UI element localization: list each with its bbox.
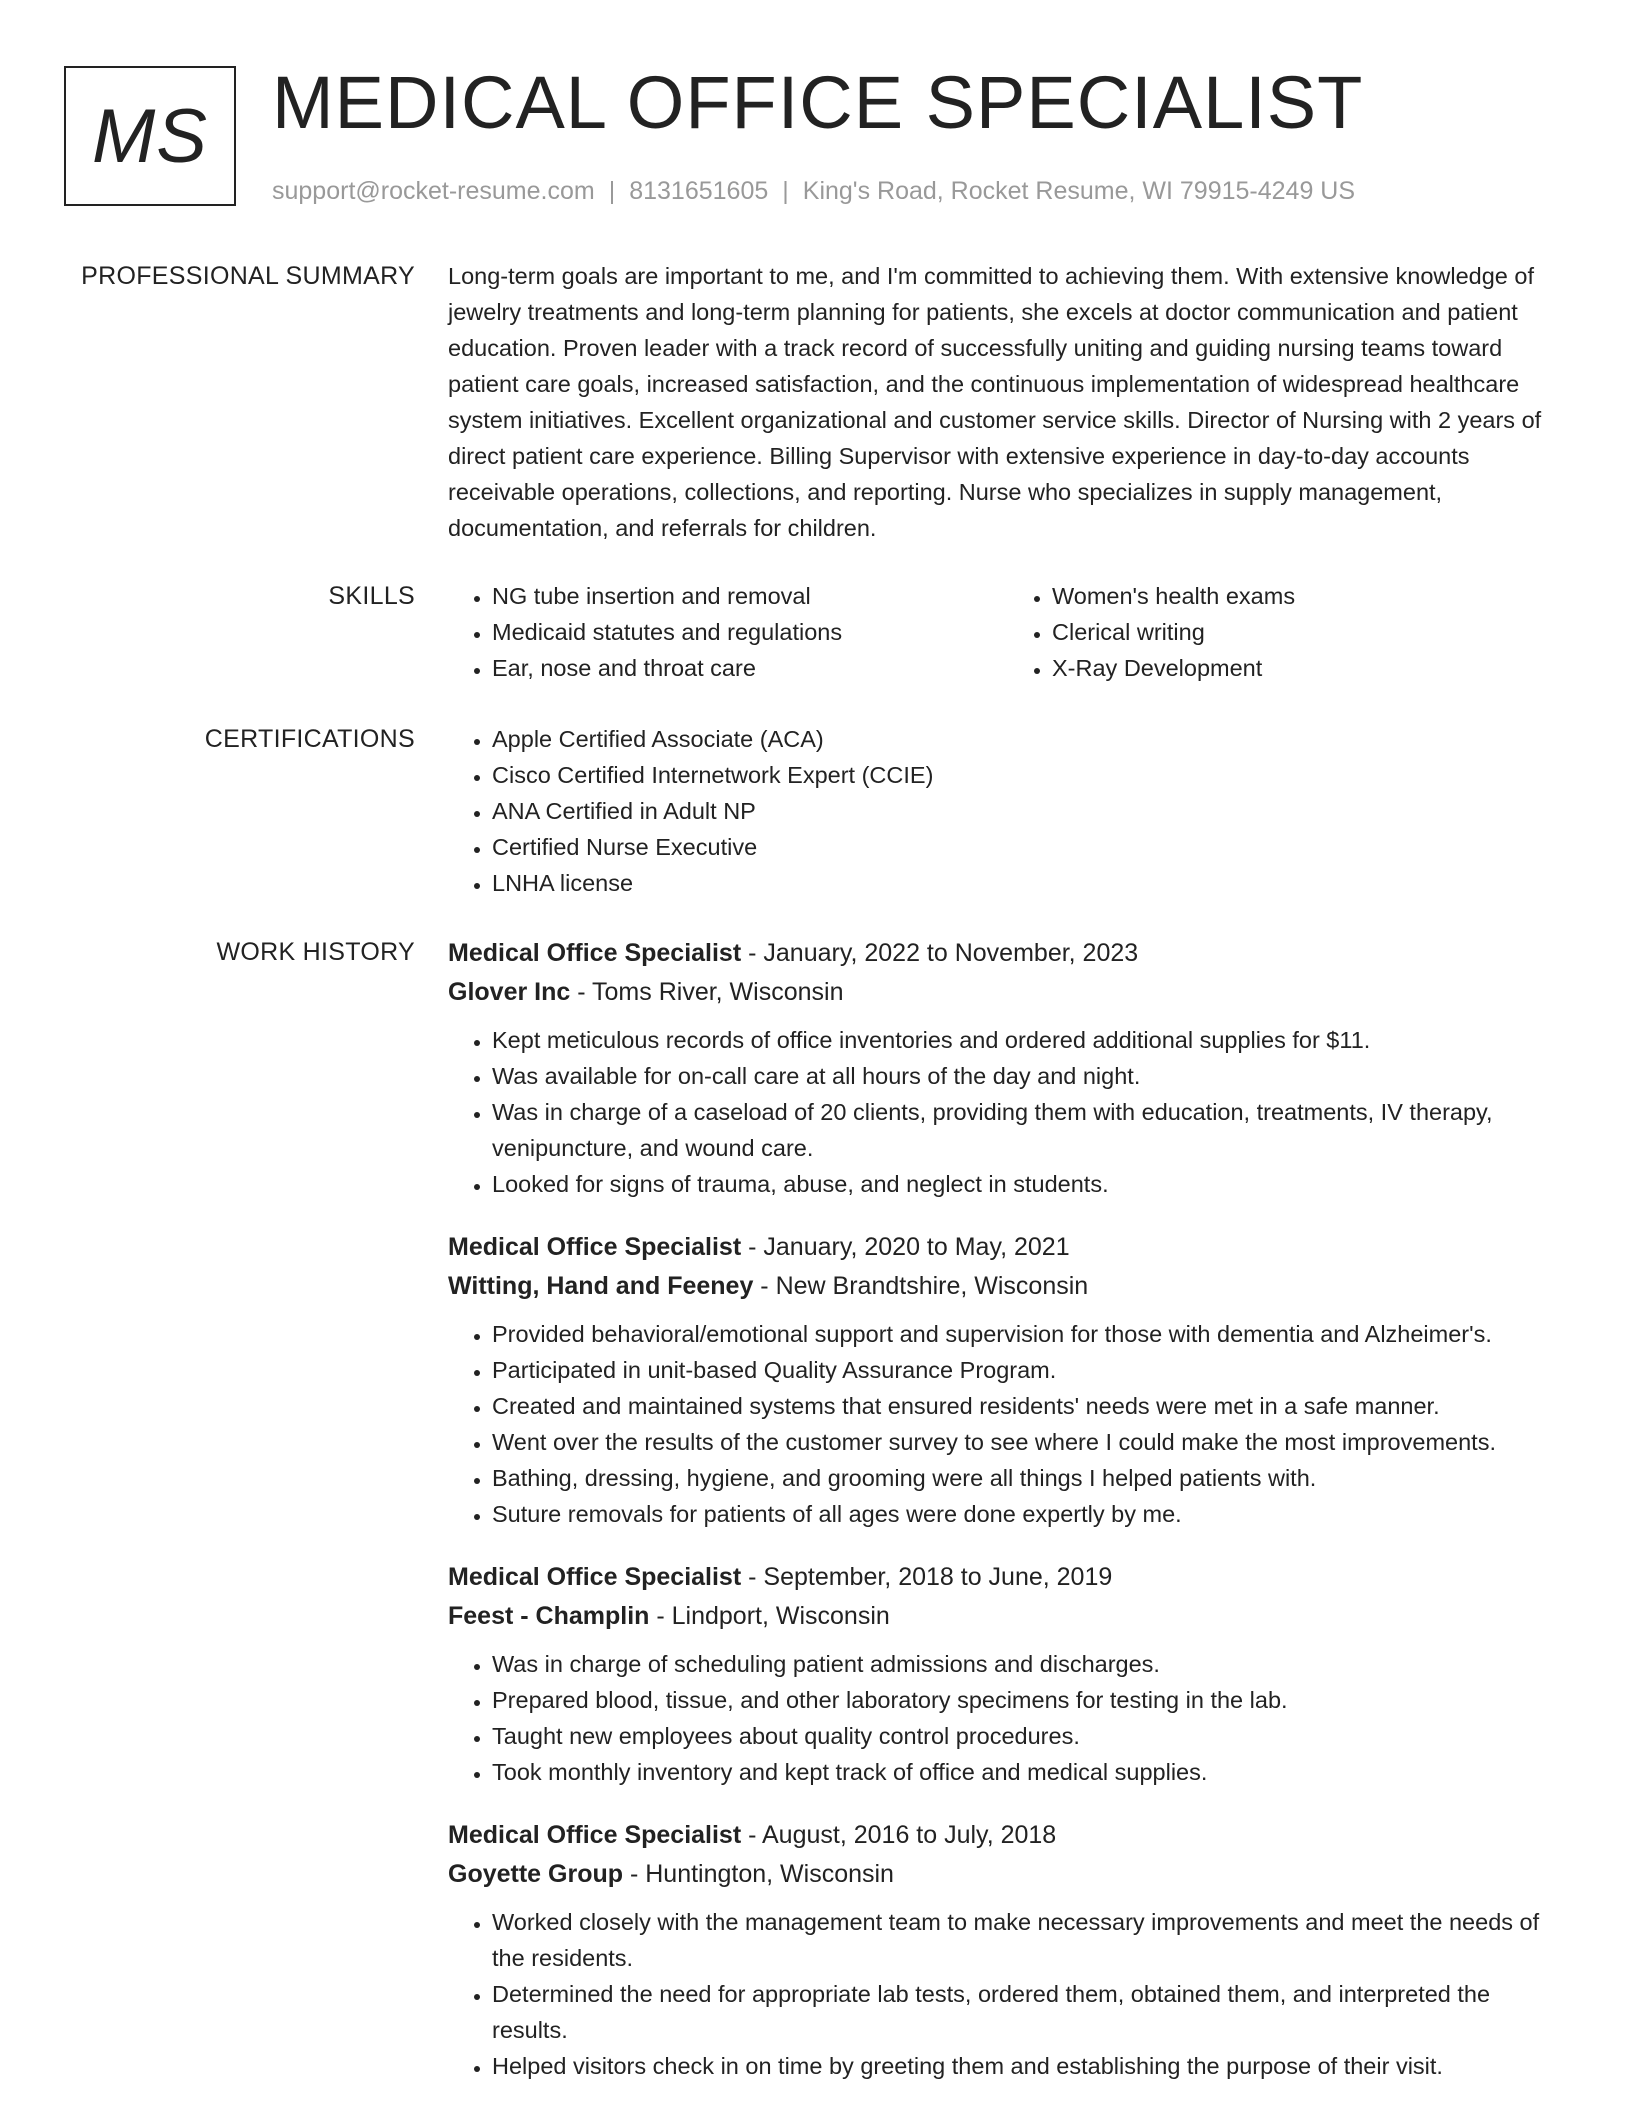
job-bullet: • Went over the results of the customer survey to see where I could make the most improvements. — [492, 1424, 1568, 1460]
work-history-label: WORK HISTORY — [216, 938, 415, 966]
certifications-list — [448, 721, 1568, 901]
job-company: Glover Inc — [448, 978, 571, 1006]
job-title: Medical Office Specialist — [448, 1563, 742, 1591]
job-title-line — [448, 934, 1568, 973]
certifications-body — [448, 721, 1568, 901]
skills-label: SKILLS — [328, 582, 415, 610]
job-bullet: • Taught new employees about quality control procedures. — [492, 1718, 1568, 1754]
job-company: Feest - Champlin — [448, 1602, 650, 1630]
job-location: - Toms River, Wisconsin — [570, 978, 844, 1006]
job-bullet: • Worked closely with the management team to make necessary improvements and meet the needs of the residents. — [492, 1904, 1568, 1976]
job-bullets — [448, 1646, 1568, 1790]
job-company: Witting, Hand and Feeney — [448, 1272, 754, 1300]
job-bullets — [448, 1904, 1568, 2084]
job-bullet: • Suture removals for patients of all ages were done expertly by me. — [492, 1496, 1568, 1532]
job-dates: - January, 2020 to May, 2021 — [741, 1233, 1070, 1261]
certifications-label: CERTIFICATIONS — [204, 725, 415, 753]
job-title-line — [448, 1228, 1568, 1267]
skill-item: • Women's health exams — [1052, 578, 1568, 614]
job-dates: - January, 2022 to November, 2023 — [741, 939, 1139, 967]
job-title: Medical Office Specialist — [448, 1821, 742, 1849]
contact-phone: 8131651605 — [629, 177, 769, 205]
skills-list-left — [448, 578, 1008, 686]
certification-item: • Cisco Certified Internetwork Expert (CCIE) — [492, 757, 1568, 793]
resume-title: MEDICAL OFFICE SPECIALIST — [272, 61, 1364, 144]
job-bullet: • Was in charge of scheduling patient admissions and discharges. — [492, 1646, 1568, 1682]
certification-item: • ANA Certified in Adult NP — [492, 793, 1568, 829]
work-history-body — [448, 934, 1568, 2110]
job-title-line — [448, 1558, 1568, 1597]
skill-item: • Medicaid statutes and regulations — [492, 614, 1008, 650]
job-dates: - September, 2018 to June, 2019 — [741, 1563, 1113, 1591]
skill-item: • Clerical writing — [1052, 614, 1568, 650]
job-bullet: • Created and maintained systems that ensured residents' needs were met in a safe manner. — [492, 1388, 1568, 1424]
summary-label: PROFESSIONAL SUMMARY — [81, 262, 415, 290]
job-location: - Huntington, Wisconsin — [623, 1860, 894, 1888]
contact-separator: | — [608, 177, 616, 205]
monogram-logo — [64, 66, 236, 206]
job-company-line — [448, 1597, 1568, 1636]
skill-item: • Ear, nose and throat care — [492, 650, 1008, 686]
job-title: Medical Office Specialist — [448, 939, 742, 967]
job-bullet: • Was available for on-call care at all hours of the day and night. — [492, 1058, 1568, 1094]
job-company-line — [448, 973, 1568, 1012]
skills-list-right — [1008, 578, 1568, 686]
job-bullets — [448, 1316, 1568, 1532]
certification-item: • Apple Certified Associate (ACA) — [492, 721, 1568, 757]
contact-email: support@rocket-resume.com — [272, 177, 595, 205]
skill-item: • NG tube insertion and removal — [492, 578, 1008, 614]
skills-body — [448, 578, 1568, 686]
job-title-line — [448, 1816, 1568, 1855]
job-bullet: • Prepared blood, tissue, and other laboratory specimens for testing in the lab. — [492, 1682, 1568, 1718]
job-bullet: • Determined the need for appropriate lab tests, ordered them, obtained them, and interpreted the results. — [492, 1976, 1568, 2048]
skill-item: • X-Ray Development — [1052, 650, 1568, 686]
job-bullet: • Kept meticulous records of office inventories and ordered additional supplies for $11. — [492, 1022, 1568, 1058]
monogram-initials: MS — [92, 93, 208, 179]
certification-item: • Certified Nurse Executive — [492, 829, 1568, 865]
summary-text: Long-term goals are important to me, and I'm committed to achieving them. With extensive knowledge of jewelry treatments and long-term planning for patients, she excels at doctor communication and patient education. Proven leader with a track record of successfully uniting and guiding nursing teams toward patient care goals, increased satisfaction, and the continuous implementation of widespread healthcare system initiatives. Excellent organizational and customer service skills. Director of Nursing with 2 years of direct patient care experience. Billing Supervisor with extensive experience in day-to-day accounts receivable operations, collections, and reporting. Nurse who specializes in supply management, documentation, and referrals for children. — [448, 263, 1542, 541]
job-entry — [448, 934, 1568, 1202]
summary-body — [448, 258, 1568, 546]
job-entry — [448, 1816, 1568, 2084]
job-bullets — [448, 1022, 1568, 1202]
job-bullet: • Was in charge of a caseload of 20 clients, providing them with education, treatments, IV therapy, venipuncture, and wound care. — [492, 1094, 1568, 1166]
job-bullet: • Looked for signs of trauma, abuse, and neglect in students. — [492, 1166, 1568, 1202]
job-company-line — [448, 1855, 1568, 1894]
job-bullet: • Provided behavioral/emotional support and supervision for those with dementia and Alzheimer's. — [492, 1316, 1568, 1352]
job-company-line — [448, 1267, 1568, 1306]
contact-separator: | — [782, 177, 789, 205]
job-entry — [448, 1558, 1568, 1790]
job-entry — [448, 1228, 1568, 1532]
job-bullet: • Helped visitors check in on time by greeting them and establishing the purpose of their visit. — [492, 2048, 1568, 2084]
job-bullet: • Took monthly inventory and kept track of office and medical supplies. — [492, 1754, 1568, 1790]
job-company: Goyette Group — [448, 1860, 624, 1888]
job-dates: - August, 2016 to July, 2018 — [741, 1821, 1057, 1849]
job-location: - New Brandtshire, Wisconsin — [753, 1272, 1089, 1300]
contact-line — [272, 175, 1355, 207]
job-bullet: • Participated in unit-based Quality Assurance Program. — [492, 1352, 1568, 1388]
certification-item: • LNHA license — [492, 865, 1568, 901]
job-title: Medical Office Specialist — [448, 1233, 742, 1261]
contact-address: King's Road, Rocket Resume, WI 79915-4249 US — [802, 177, 1356, 205]
job-bullet: • Bathing, dressing, hygiene, and grooming were all things I helped patients with. — [492, 1460, 1568, 1496]
job-location: - Lindport, Wisconsin — [649, 1602, 890, 1630]
